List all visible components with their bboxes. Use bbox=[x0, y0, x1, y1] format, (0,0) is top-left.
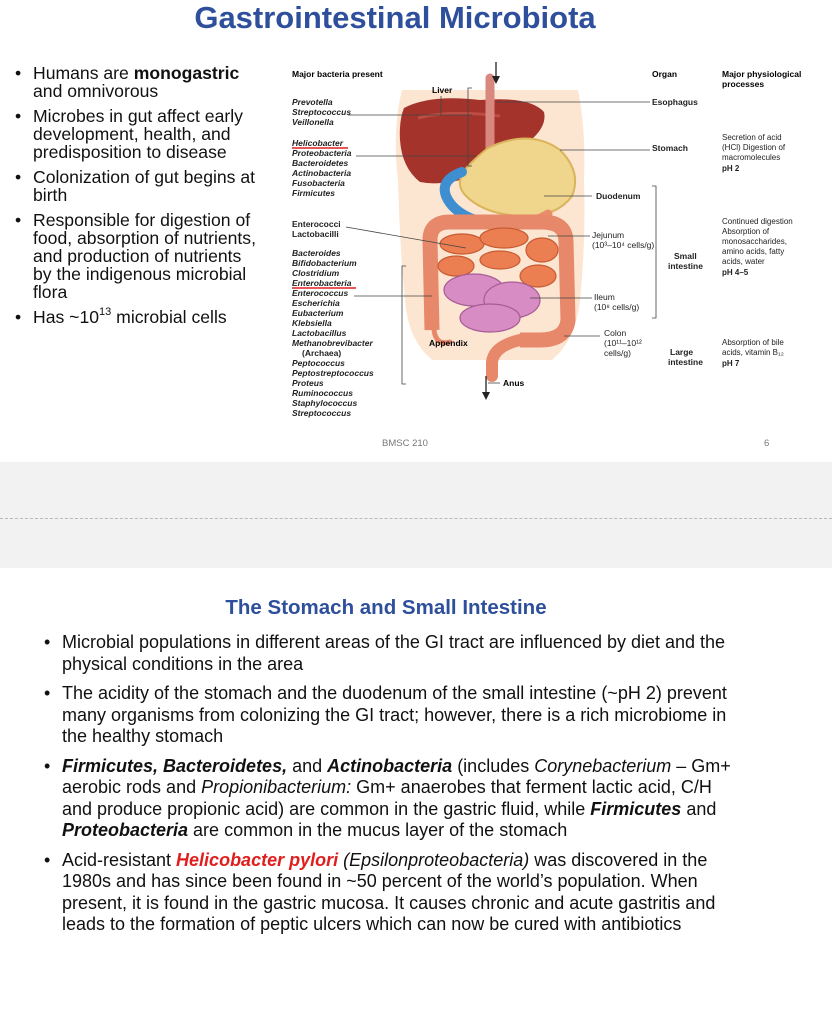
label-anus: Anus bbox=[503, 378, 525, 388]
bacterium-enterococcus: Enterococcus bbox=[292, 288, 349, 298]
organ-small-intestine-1: Small bbox=[674, 251, 697, 261]
bacteria-list bbox=[291, 97, 374, 418]
bacterium-eubacterium: Eubacterium bbox=[292, 308, 344, 318]
bullet-helicobacter: • Acid-resistant Helicobacter pylori (Epsilonproteobacteria) was discovered in the 1980s and has since been found in ~50 percent of the world’s population. When present, it is found in the gastric mucosa. It causes chronic and acute gastritis and leads to the formation of peptic ulcers which can now be cured with antibiotics bbox=[44, 850, 744, 936]
process-small-1: Absorption of bbox=[722, 227, 770, 236]
process-stomach-2: macromolecules bbox=[722, 153, 781, 162]
bacterium-ruminococcus: Ruminococcus bbox=[292, 388, 353, 398]
bacterium-streptococcus-lower: Streptococcus bbox=[292, 408, 352, 418]
bacterium-prevotella: Prevotella bbox=[292, 97, 333, 107]
bullet-diet: • Microbial populations in different areas of the GI tract are influenced by diet and the physical conditions in the area bbox=[44, 632, 744, 675]
organ-small-intestine-2: intestine bbox=[668, 261, 703, 271]
organ-stomach: Stomach bbox=[652, 143, 688, 153]
bacterium-proteobacteria: Proteobacteria bbox=[292, 148, 352, 158]
process-labels bbox=[722, 133, 793, 368]
organ-jejunum-count: (10³–10⁴ cells/g) bbox=[592, 240, 655, 250]
footer-course: BMSC 210 bbox=[382, 438, 428, 449]
bacterium-lactobacilli: Lactobacilli bbox=[292, 229, 339, 239]
slide-2 bbox=[0, 568, 832, 1015]
header-bacteria: Major bacteria present bbox=[292, 69, 383, 79]
bacterium-clostridium: Clostridium bbox=[292, 268, 340, 278]
slide-1 bbox=[0, 0, 832, 462]
bacterium-archaea: (Archaea) bbox=[302, 348, 342, 358]
organ-colon-count-2: cells/g) bbox=[604, 348, 631, 358]
slide-gap bbox=[0, 462, 832, 568]
process-large-ph: pH 7 bbox=[722, 359, 740, 368]
organ-ileum-count: (10⁸ cells/g) bbox=[594, 302, 640, 312]
bullet-firmicutes: • Firmicutes, Bacteroidetes, and Actinobacteria (includes Corynebacterium – Gm+ aerobic rods and Propionibacterium: Gm+ anaerobes that ferment lactic acid, C/H and produce propionic acid) are common in the gastric fluid, while Firmicutes and Proteobacteria are common in the mucus layer of the stomach bbox=[44, 756, 744, 842]
bullet-acidity: • The acidity of the stomach and the duodenum of the small intestine (~pH 2) prevent many organisms from colonizing the GI tract; however, there is a rich microbiome in the healthy stomach bbox=[44, 683, 744, 748]
organ-large-intestine-1: Large bbox=[670, 347, 694, 357]
organ-large-intestine-2: intestine bbox=[668, 357, 703, 367]
label-appendix: Appendix bbox=[429, 338, 468, 348]
slide-2-title: The Stomach and Small Intestine bbox=[225, 596, 547, 619]
bacterium-enterobacteria: Enterobacteria bbox=[292, 278, 352, 288]
slide-2-bullet-list bbox=[44, 632, 744, 944]
bacterium-bifidobacterium: Bifidobacterium bbox=[292, 258, 357, 268]
bacterium-peptococcus: Peptococcus bbox=[292, 358, 345, 368]
header-organ: Organ bbox=[652, 69, 678, 79]
bullet-monogastric: • Humans are monogastric and omnivorous bbox=[14, 64, 264, 100]
page-divider bbox=[0, 518, 832, 519]
organ-jejunum: Jejunum bbox=[592, 230, 625, 240]
organ-labels bbox=[592, 97, 703, 367]
label-liver: Liver bbox=[432, 85, 453, 95]
bacterium-bacteroidetes: Bacteroidetes bbox=[292, 158, 349, 168]
footer-page-number: 6 bbox=[764, 438, 770, 449]
bullet-cell-count: • Has $\sim 10^{13}$ microbial cells bbox=[14, 308, 264, 326]
process-small-2: monosaccharides, bbox=[722, 237, 787, 246]
process-small-3: amino acids, fatty bbox=[722, 247, 785, 256]
process-large-0: Absorption of bile bbox=[722, 338, 784, 347]
bacterium-helicobacter: Helicobacter bbox=[292, 138, 344, 148]
organ-ileum: Ileum bbox=[594, 292, 615, 302]
bacterium-peptostreptococcus: Peptostreptococcus bbox=[292, 368, 374, 378]
bacterium-fusobacteria: Fusobacteria bbox=[292, 178, 345, 188]
bacterium-staphylococcus: Staphylococcus bbox=[292, 398, 358, 408]
organ-colon: Colon bbox=[604, 328, 627, 338]
process-large-1: acids, vitamin B₁₂ bbox=[722, 348, 784, 357]
bullet-early-development: • Microbes in gut affect early development, health, and predisposition to disease bbox=[14, 107, 264, 161]
bacterium-bacteroides: Bacteroides bbox=[292, 248, 341, 258]
header-processes-2: processes bbox=[722, 79, 765, 89]
bullet-digestion: • Responsible for digestion of food, absorption of nutrients, and production of nutrients by the indigenous microbial flora bbox=[14, 211, 264, 301]
bacterium-methanobrevibacter: Methanobrevibacter bbox=[292, 338, 373, 348]
slide-1-title: Gastrointestinal Microbiota bbox=[194, 0, 596, 35]
process-small-4: acids, water bbox=[722, 257, 765, 266]
process-small-0: Continued digestion bbox=[722, 217, 793, 226]
organ-esophagus: Esophagus bbox=[652, 97, 698, 107]
process-stomach-0: Secretion of acid bbox=[722, 133, 782, 142]
bacterium-escherichia: Escherichia bbox=[292, 298, 340, 308]
anatomy-illustration bbox=[396, 62, 585, 400]
process-stomach-1: (HCl) Digestion of bbox=[722, 143, 786, 152]
bacterium-veillonella: Veillonella bbox=[292, 117, 334, 127]
gi-tract-diagram bbox=[0, 0, 832, 462]
process-stomach-ph: pH 2 bbox=[722, 164, 740, 173]
bacterium-actinobacteria: Actinobacteria bbox=[292, 168, 352, 178]
bacterium-enterococci: Enterococci bbox=[292, 219, 341, 229]
header-processes-1: Major physiological bbox=[722, 69, 802, 79]
bacterium-firmicutes: Firmicutes bbox=[292, 188, 335, 198]
process-small-ph: pH 4–5 bbox=[722, 268, 749, 277]
organ-colon-count-1: (10¹¹–10¹² bbox=[604, 338, 642, 348]
bacterium-proteus: Proteus bbox=[292, 378, 324, 388]
bacterium-klebsiella: Klebsiella bbox=[292, 318, 332, 328]
bullet-colonization: • Colonization of gut begins at birth bbox=[14, 168, 264, 204]
bacterium-streptococcus-upper: Streptococcus bbox=[292, 107, 352, 117]
organ-duodenum: Duodenum bbox=[596, 191, 641, 201]
bacterium-lactobacillus: Lactobacillus bbox=[292, 328, 347, 338]
